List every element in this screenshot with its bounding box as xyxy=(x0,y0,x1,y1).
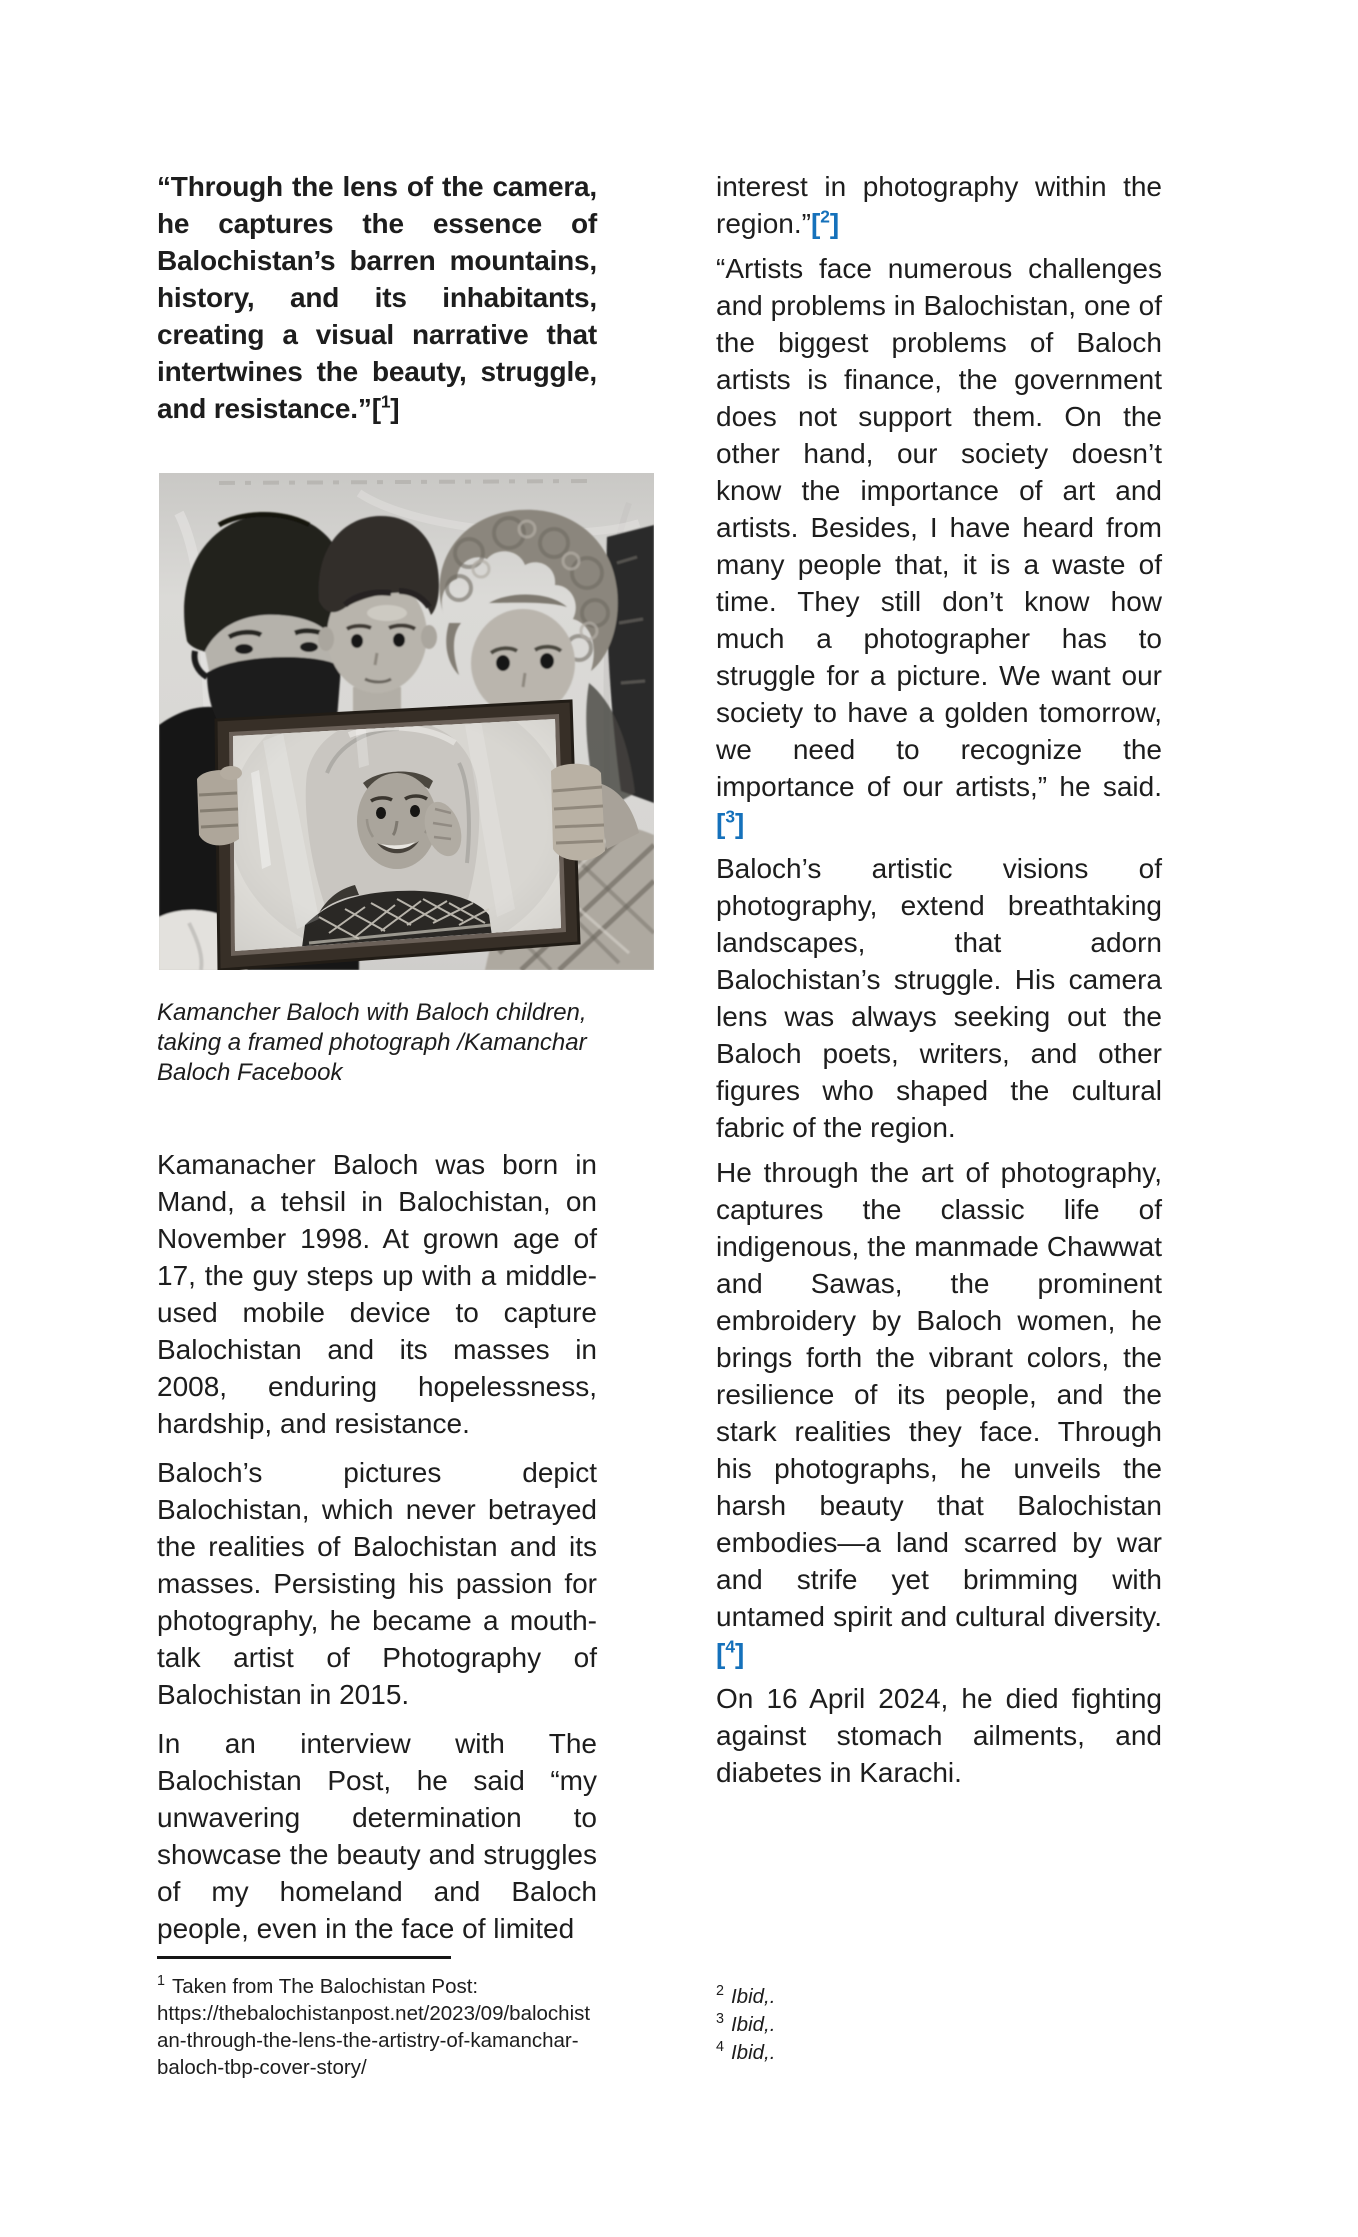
footnotes-section-right xyxy=(716,1983,1162,2067)
footnote-3-text: Ibid,. xyxy=(730,2013,776,2036)
pull-quote-text: “Through the lens of the camera, he captures the essence of Balochistan’s barren mountains, history, and its inhabitants, creating a visual narrative that intertwines the beauty, struggle, and resistance.” xyxy=(157,171,597,424)
footnote-2 xyxy=(716,1983,1162,2011)
left-column xyxy=(157,168,597,2237)
footnote-ref-1-number: 1 xyxy=(380,391,391,412)
paragraph-text: He through the art of photography, captures the classic life of indigenous, the manmade Chawwat and Sawas, the prominent embroidery by Baloch women, he brings forth the vibrant colors, the resilience of its people, and the stark realities they face. Through his photographs, he unveils the harsh beauty that Balochistan embodies—a land scarred by war and strife yet brimming with untamed spirit and cultural diversity. xyxy=(716,1157,1162,1632)
bracket-close: ] xyxy=(390,393,400,424)
footnote-ref-3[interactable] xyxy=(716,808,744,839)
body-paragraph-birth: Kamanacher Baloch was born in Mand, a tehsil in Balochistan, on November 1998. At grown age of 17, the guy steps up with a middle-used mobile device to capture Balochistan and its masses in 2008, enduring hopelessness, hardship, and resistance. xyxy=(157,1149,597,1439)
footnote-separator xyxy=(157,1956,451,1959)
bracket-open: [ xyxy=(716,808,726,839)
footnote-ref-3-number: 3 xyxy=(725,806,735,827)
footnote-ref-2[interactable] xyxy=(811,208,839,239)
body-paragraph-pictures: Baloch’s pictures depict Balochistan, which never betrayed the realities of Balochistan and its masses. Persisting his passion for photography, he became a mouth-talk artist of Photography of Balochistan in 2015. xyxy=(157,1457,597,1710)
right-column xyxy=(716,168,1162,2237)
footnote-3 xyxy=(716,2011,1162,2039)
pull-quote xyxy=(157,168,597,427)
bracket-close: ] xyxy=(829,208,840,239)
footnote-4-number: 4 xyxy=(716,2039,724,2056)
footnote-ref-2-number: 2 xyxy=(820,206,830,227)
footnote-ref-1[interactable] xyxy=(372,393,400,424)
footnote-1-number: 1 xyxy=(157,1973,165,1990)
footnote-4-text: Ibid,. xyxy=(730,2041,776,2064)
bracket-open: [ xyxy=(371,393,381,424)
body-paragraph-interview: In an interview with The Balochistan Post, he said “my unwavering determination to showcase the beauty and struggles of my homeland and Baloch people, even in the face of limited xyxy=(157,1728,597,1944)
bracket-open: [ xyxy=(810,208,821,239)
footnote-2-number: 2 xyxy=(716,1983,724,2000)
body-paragraph-artists-quote xyxy=(716,250,1162,842)
bracket-close: ] xyxy=(734,808,745,839)
bracket-close: ] xyxy=(734,1638,745,1669)
photo-caption: Kamancher Baloch with Baloch children, taking a framed photograph /Kamanchar Baloch Facebook xyxy=(157,999,587,1086)
paragraph-text: “Artists face numerous challenges and problems in Balochistan, one of the biggest problems of Baloch artists is finance, the government does not support them. On the other hand, our society doesn’t know the importance of art and artists. Besides, I have heard from many people that, it is a waste of time. They still don’t know how much a photographer has to struggle for a picture. We want our society to have a golden tomorrow, we need to recognize the importance of our artists,” he said. xyxy=(716,253,1162,802)
bracket-open: [ xyxy=(716,1638,726,1669)
footnote-1 xyxy=(157,1973,597,2081)
kamanchar-baloch-photo xyxy=(159,473,654,970)
footnote-4 xyxy=(716,2039,1162,2067)
footnote-3-number: 3 xyxy=(716,2011,724,2028)
body-paragraph-death: On 16 April 2024, he died fighting against stomach ailments, and diabetes in Karachi. xyxy=(716,1683,1162,1788)
footnote-2-text: Ibid,. xyxy=(730,1985,776,2008)
body-paragraph-art xyxy=(716,1154,1162,1672)
paragraph-text: interest in photography within the region.” xyxy=(716,171,1162,239)
body-paragraph-visions: Baloch’s artistic visions of photography, extend breathtaking landscapes, that adorn Balochistan’s struggle. His camera lens was always seeking out the Baloch poets, writers, and other figures who shaped the cultural fabric of the region. xyxy=(716,853,1162,1143)
body-paragraph-interest xyxy=(716,168,1162,242)
footnote-ref-4-number: 4 xyxy=(725,1636,735,1657)
footnotes-section-left xyxy=(157,1956,597,2081)
footnote-1-text: Taken from The Balochistan Post: https://thebalochistanpost.net/2023/09/balochistan-through-the-lens-the-artistry-of-kamanchar-baloch-tbp-cover-story/ xyxy=(157,1975,591,2079)
kamanchar-baloch-photo-image xyxy=(159,473,654,970)
footnote-ref-4[interactable] xyxy=(716,1638,744,1669)
